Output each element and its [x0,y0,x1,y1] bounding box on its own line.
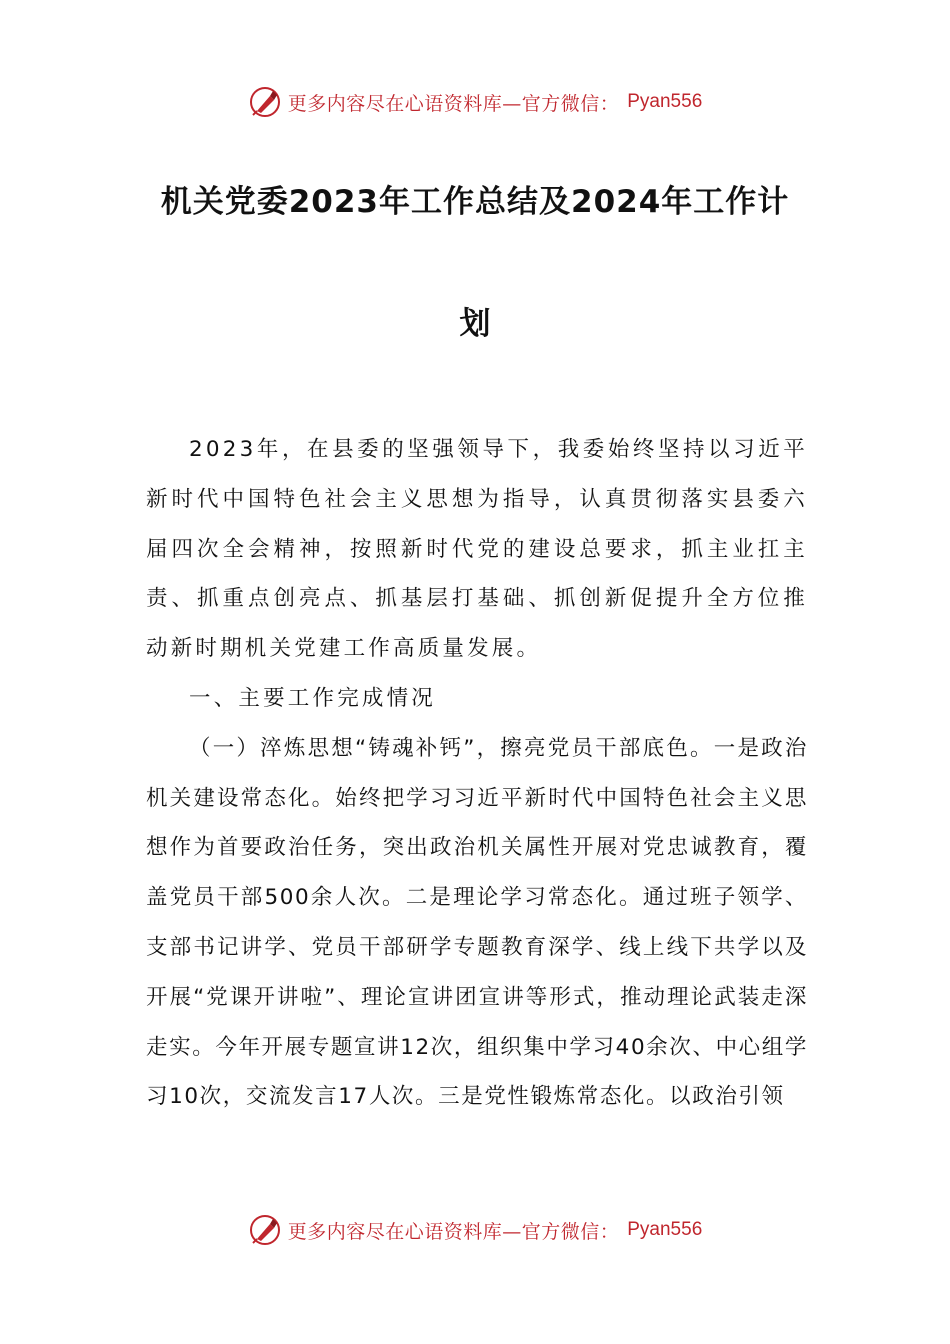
watermark-banner-bottom [0,1210,950,1250]
document-title-line2: 划 [459,306,491,342]
watermark-banner-top [0,82,950,122]
watermark-text: 更多内容尽在心语资料库—官方微信： [287,1220,620,1243]
pen-nib-logo-icon [248,85,282,119]
paragraph-intro: 2023年，在县委的坚强领导下，我委始终坚持以习近平新时代中国特色社会主义思想为指导，认真贯彻落实县委六届四次全会精神，按照新时代党的建设总要求，抓主业扛主责、抓重点创亮点、抓基层打基础、抓创新促提升全方位推动新时期机关党建工作高质量发展。 [146,437,808,662]
document-title-line1: 机关党委2023年工作总结及2024年工作计 [160,184,790,220]
watermark-handle: Pyan556 [627,91,703,112]
watermark-handle: Pyan556 [627,1219,703,1240]
section-heading: 一、主要工作完成情况 [189,685,437,711]
pen-nib-logo-icon [248,1213,282,1247]
paragraph-section-1: （一）淬炼思想“铸魂补钙”，擦亮党员干部底色。一是政治机关建设常态化。始终把学习习近平新时代中国特色社会主义思想作为首要政治任务，突出政治机关属性开展对党忠诚教育，覆盖党员干部500余人次。二是理论学习常态化。通过班子领学、支部书记讲学、党员干部研学专题教育深学、线上线下共学以及开展“党课开讲啦”、理论宣讲团宣讲等形式，推动理论武装走深走实。今年开展专题宣讲12次，组织集中学习40余次、中心组学习10次，交流发言17人次。三是党性锻炼常态化。以政治引领 [146,735,808,1110]
document-body [146,425,808,1122]
watermark-text: 更多内容尽在心语资料库—官方微信： [287,92,620,115]
